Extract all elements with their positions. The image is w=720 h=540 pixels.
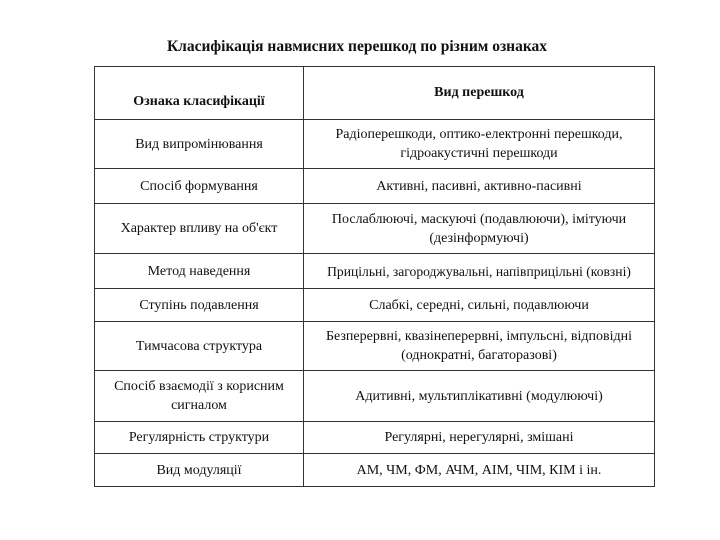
table-row: [95, 204, 655, 254]
table-row: [95, 120, 655, 169]
table-cell: Регулярність структури: [95, 422, 304, 454]
table-row: [95, 169, 655, 204]
table-row: [95, 254, 655, 289]
header-cell: Вид перешкод: [304, 67, 655, 120]
table-cell: Регулярні, нерегулярні, змішані: [304, 422, 655, 454]
table-cell: Тимчасова структура: [95, 322, 304, 371]
header-cell: Ознака класифікації: [95, 67, 304, 120]
table-row: [95, 322, 655, 371]
title-text: Класифікація навмисних перешкод по різним ознаках: [166, 38, 548, 55]
table-cell: Спосіб взаємодії з корисним сигналом: [95, 371, 304, 422]
table-cell: Прицільні, загороджувальні, напівприцільні (ковзні): [304, 254, 655, 289]
table-cell: Активні, пасивні, активно-пасивні: [304, 169, 655, 204]
table-cell: Метод наведення: [95, 254, 304, 289]
table-header-row: [95, 67, 655, 120]
table-row: [95, 422, 655, 454]
table-cell: АМ, ЧМ, ФМ, АЧМ, АІМ, ЧІМ, КІМ і ін.: [304, 454, 655, 487]
table-row: [95, 371, 655, 422]
table-cell: Характер впливу на об'єкт: [95, 204, 304, 254]
table-cell: Вид випромінювання: [95, 120, 304, 169]
classification-table: [94, 66, 655, 487]
table-cell: Адитивні, мультиплікативні (модулюючі): [304, 371, 655, 422]
table-cell: Ступінь подавлення: [95, 289, 304, 322]
page-title: [0, 38, 720, 56]
table-row: [95, 454, 655, 487]
table-cell: Безперервні, квазінеперервні, імпульсні, відповідні (однократні, багаторазові): [304, 322, 655, 371]
table-cell: Радіоперешкоди, оптико-електронні перешкоди, гідроакустичні перешкоди: [304, 120, 655, 169]
table-cell: Спосіб формування: [95, 169, 304, 204]
table-cell: Послаблюючі, маскуючі (подавлюючи), імітуючи (дезінформуючі): [304, 204, 655, 254]
table-row: [95, 289, 655, 322]
table-cell: Слабкі, середні, сильні, подавлюючи: [304, 289, 655, 322]
table-cell: Вид модуляції: [95, 454, 304, 487]
